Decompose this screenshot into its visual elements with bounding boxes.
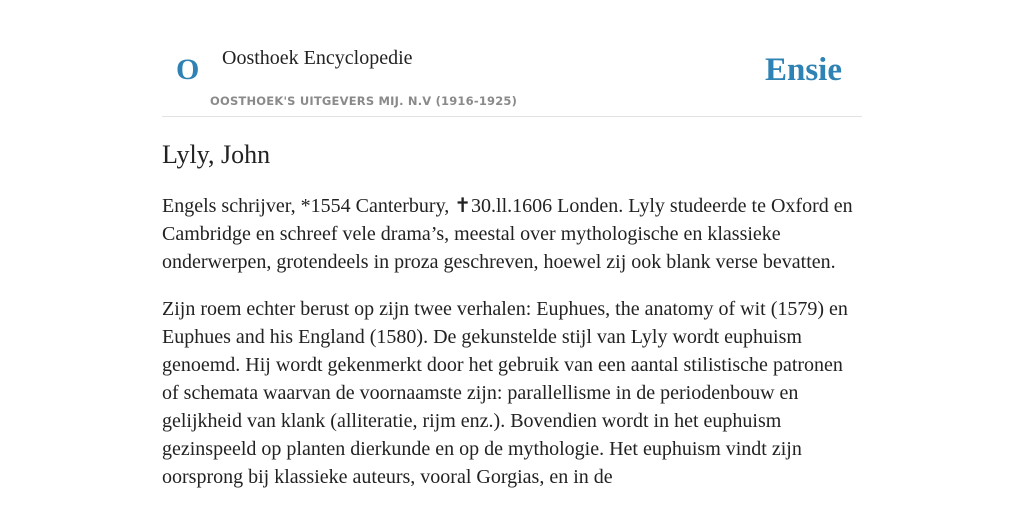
article-paragraph: Zijn roem echter berust op zijn twee verhalen: Euphues, the anatomy of wit (1579) en Euphues and his England (1580). De gekunstelde stijl van Lyly wordt euphuism genoemd. Hij wordt gekenmerkt door het gebruik van een aantal stilistische patronen of schemata waarvan de voornaamste zijn: parallellisme in de periodenbouw en gelijkheid van klank (alliteratie, rijm enz.). Bovendien wordt in het euphuism gezinspeeld op planten dierkunde en op de mythologie. Het euphuism vindt zijn oorsprong bij klassieke auteurs, vooral Gorgias, en in de: [162, 298, 848, 488]
logo-icon[interactable]: O: [176, 53, 200, 86]
article-body: [162, 192, 862, 510]
site-header: [162, 0, 862, 117]
article-paragraph: Engels schrijver, *1554 Canterbury, ✝30.ll.1606 Londen. Lyly studeerde te Oxford en Cambridge en schreef vele drama’s, meestal over mythologische en klassieke onderwerpen, grotendeels in proza geschreven, hoewel zij ook blank verse bevatten.: [162, 195, 853, 273]
ensie-brand-link[interactable]: Ensie: [764, 52, 842, 88]
article-title: Lyly, John: [162, 140, 271, 169]
site-subtitle: OOSTHOEK'S UITGEVERS MIJ. N.V (1916-1925): [210, 94, 518, 108]
site-title[interactable]: Oosthoek Encyclopedie: [222, 47, 413, 69]
